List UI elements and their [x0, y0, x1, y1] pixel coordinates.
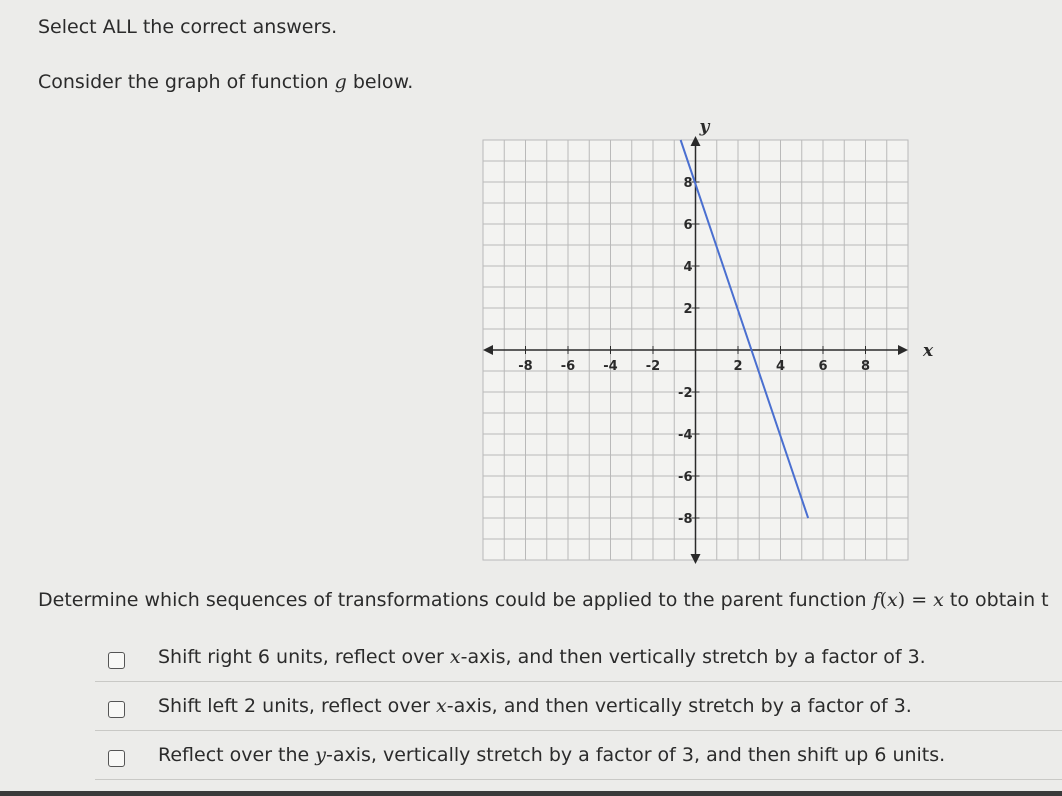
option-2-checkbox[interactable]	[108, 701, 125, 718]
y-axis-label: y	[699, 117, 710, 137]
prompt-text	[38, 589, 1049, 611]
option-3-post: -axis, vertically stretch by a factor of 3, and then shift up 6 units.	[326, 744, 946, 766]
y-tick-label: 8	[683, 176, 693, 191]
option-1-pre: Shift right 6 units, reflect over	[158, 646, 450, 668]
option-1-checkbox[interactable]	[108, 652, 125, 669]
y-tick-label: -4	[678, 428, 693, 443]
x-tick-label: 4	[775, 359, 786, 374]
option-1-axis: x	[449, 646, 461, 668]
x-tick-label: 2	[733, 359, 743, 374]
y-tick-label: 6	[683, 218, 693, 233]
question-post: below.	[346, 71, 414, 93]
y-tick-label: -6	[678, 470, 693, 485]
option-1-label[interactable]	[158, 646, 926, 668]
option-2-post: -axis, and then vertically stretch by a factor of 3.	[446, 695, 912, 717]
answer-option-3[interactable]	[95, 736, 1062, 780]
prompt-post: to obtain t	[943, 589, 1049, 611]
x-tick-label: -4	[603, 359, 618, 374]
option-2-pre: Shift left 2 units, reflect over	[158, 695, 437, 717]
y-tick-label: -2	[678, 386, 693, 401]
x-axis-label: x	[923, 341, 934, 361]
answer-option-2[interactable]	[95, 687, 1062, 731]
x-tick-label: -8	[518, 359, 533, 374]
answer-option-1[interactable]	[95, 638, 1062, 682]
x-tick-label: -2	[645, 359, 661, 374]
y-tick-label: 2	[683, 302, 693, 317]
option-3-axis: y	[315, 744, 326, 766]
function-graph	[475, 117, 934, 568]
option-2-label[interactable]	[158, 695, 912, 717]
x-tick-label: 6	[818, 359, 828, 374]
option-1-post: -axis, and then vertically stretch by a factor of 3.	[460, 646, 926, 668]
option-2-axis: x	[436, 695, 447, 717]
x-tick-label: -6	[560, 359, 576, 374]
prompt-var: x	[887, 589, 898, 611]
option-3-label[interactable]	[158, 744, 945, 766]
question-text	[38, 71, 413, 93]
option-3-checkbox[interactable]	[108, 750, 125, 767]
option-3-pre: Reflect over the	[158, 744, 316, 766]
instruction-text: Select ALL the correct answers.	[38, 16, 338, 38]
prompt-paren-open: (	[879, 589, 888, 611]
prompt-func: f	[872, 589, 880, 611]
y-tick-label: 4	[683, 260, 693, 275]
y-tick-label: -8	[678, 512, 693, 527]
question-pre: Consider the graph of function	[38, 71, 335, 93]
prompt-pre: Determine which sequences of transformations could be applied to the parent function	[38, 589, 873, 611]
bottom-bar	[0, 791, 1062, 796]
prompt-paren-close: ) =	[897, 589, 934, 611]
function-name: g	[334, 71, 347, 93]
prompt-rhs: x	[933, 589, 944, 611]
x-tick-label: 8	[860, 359, 871, 374]
